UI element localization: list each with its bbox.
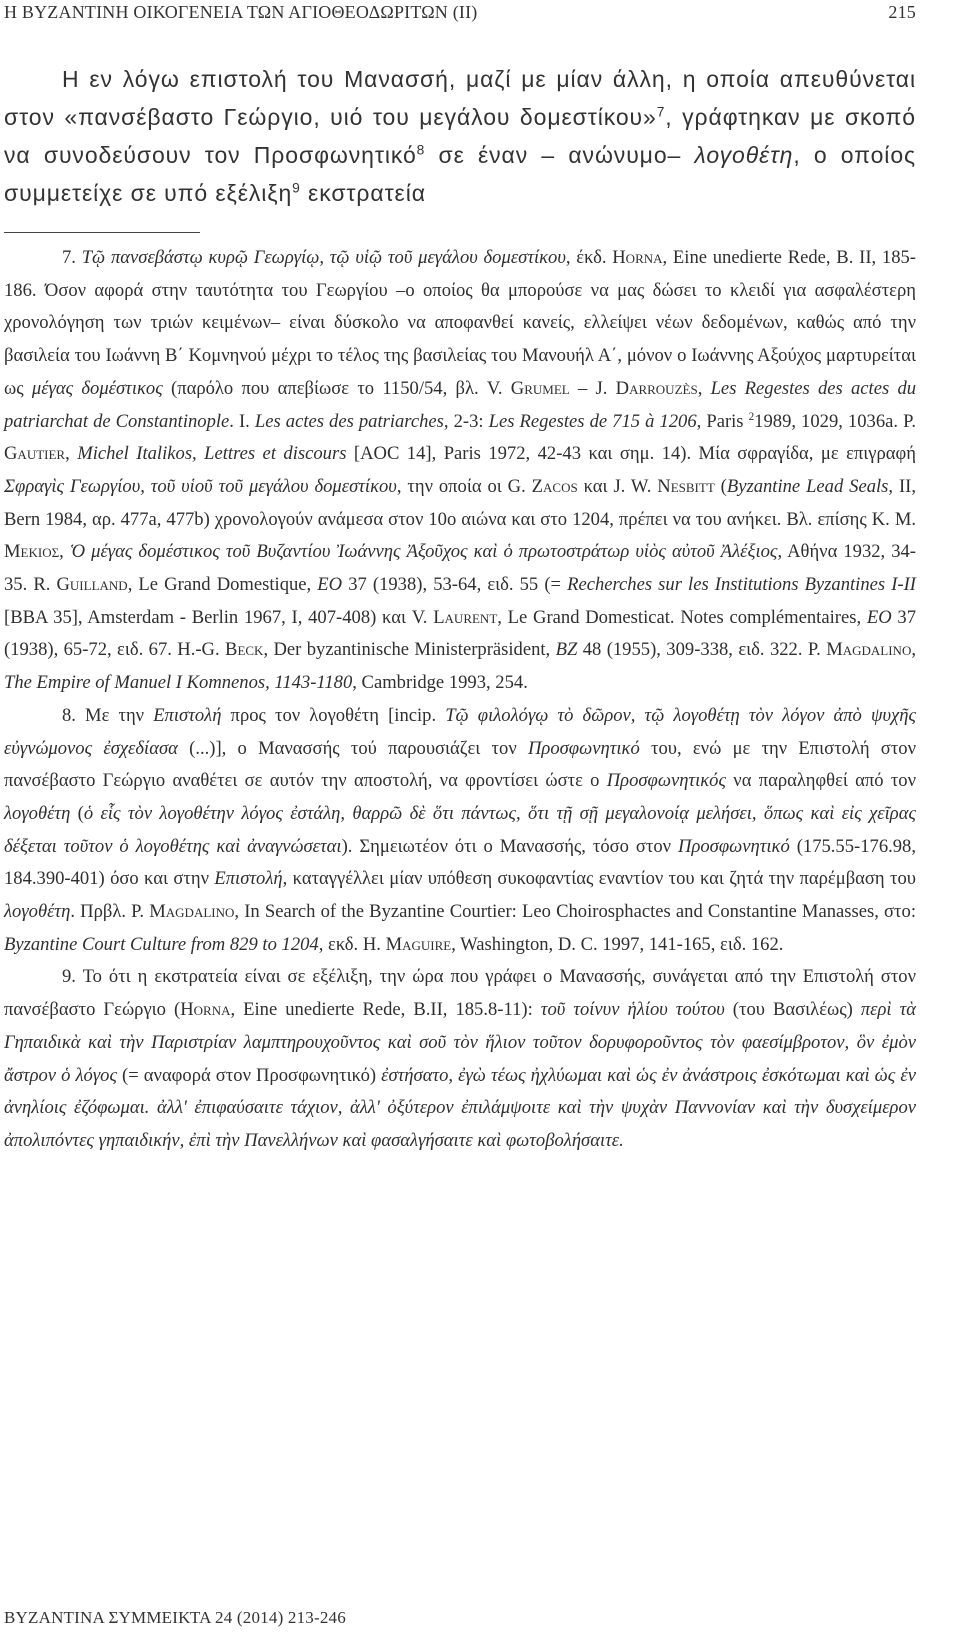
text-run-italic: The Empire of Manuel I Komnenos, 1143-1180	[4, 672, 353, 694]
footnote-ref-9[interactable]: 9	[292, 180, 301, 196]
author-name: Μεκιος	[4, 541, 60, 563]
text-run: 1989, 1029, 1036a. P.	[754, 410, 916, 432]
text-run: (του Βασιλέως)	[724, 999, 861, 1021]
text-run: ,	[697, 377, 711, 399]
text-run: (...)], ο Μανασσής τού παρουσιάζει τον	[177, 737, 528, 759]
text-run: , II, Bern 1984, αρ. 477a, 477b) χρονολογούν ανάμεσα στον 10ο αιώνα και στο 1204, πρέπει να του ανήκει. Βλ. επίσης Κ. Μ.	[4, 475, 916, 530]
text-run-italic: Προσφωνητικός	[606, 770, 727, 792]
author-name: Laurent	[433, 606, 498, 628]
text-run: 37 (1938), 65-72, ειδ. 67. H.-G.	[4, 606, 916, 661]
text-run: , In Search of the Byzantine Courtier: Leo Choirosphactes and Constantine Manasses, στο:	[234, 901, 916, 923]
edition-superscript: 2	[748, 410, 755, 423]
text-run: . I.	[229, 410, 255, 432]
author-name: Beck	[225, 639, 264, 661]
text-run: , Washington, D. C. 1997, 141-165, ειδ. 162.	[451, 933, 784, 955]
text-run: (175.55-176.98, 184.390-401) όσο και στην	[4, 835, 917, 890]
text-run: προς τον λογοθέτη [incip.	[221, 704, 446, 726]
text-run: , Le Grand Domesticat. Notes complémentaires,	[497, 606, 867, 628]
author-name: Grumel	[510, 377, 570, 399]
text-run-italic: Προσφωνητικό	[527, 737, 640, 759]
text-run: ,	[59, 541, 70, 563]
text-run: ,	[911, 639, 916, 661]
text-run: (= αναφορά στον Προσφωνητικό)	[117, 1064, 382, 1086]
text-run-italic: Byzantine Lead Seals	[726, 475, 889, 497]
running-footer: ΒΥΖΑΝΤΙΝΑ ΣΥΜΜΕΙΚΤΑ 24 (2014) 213-246	[4, 1608, 346, 1627]
footnote-ref-8[interactable]: 8	[416, 142, 426, 158]
text-run: Η εν λόγω επιστολή του Μανασσή, μαζί με μίαν άλλη, η οποία απευθύνεται στον «πανσέβαστο Γεώργιο, υιό του μεγάλου δομεστίκου»	[4, 66, 916, 130]
text-run: , καταγγέλλει μίαν υπόθεση συκοφαντίας εναντίον του και ζητά την παρέμβαση του	[282, 868, 916, 890]
text-run-italic: Τῷ πανσεβάστῳ κυρῷ Γεωργίῳ, τῷ υἱῷ τοῦ μεγάλου δομεστίκου	[81, 247, 566, 268]
text-run: 8. Με την	[62, 704, 154, 726]
paragraph	[4, 60, 916, 212]
text-run-italic: Σφραγὶς Γεωργίου, τοῦ υἱοῦ τοῦ μεγάλου δομεστίκου	[4, 475, 397, 497]
text-run: , έκδ.	[565, 247, 613, 268]
text-run-italic: ὁ εἷς τὸν λογοθέτην λόγος ἐστάλη, θαρρῶ δὲ ὅτι πάντως, ὅτι τῇ σῇ μεγαλονοίᾳ μελήσει, ὅπως καὶ εἰς χεῖρας δέξεται τοῦτον ὁ λογοθέτης καὶ ἀναγνώσεται	[4, 802, 917, 857]
author-name: Nesbitt	[657, 475, 715, 497]
footnote-7	[4, 242, 916, 700]
text-run-italic: Byzantine Court Culture from 829 to 1204	[4, 933, 319, 955]
author-name: Magdalino	[826, 639, 912, 661]
text-run: , Cambridge 1993, 254.	[352, 672, 528, 694]
main-text	[4, 60, 916, 212]
text-run: [AOC 14], Paris 1972, 42-43 και σημ. 14). Μία σφραγίδα, με επιγραφή	[346, 443, 916, 465]
text-run-italic: Les actes des patriarches	[254, 410, 444, 432]
text-run: , Paris	[696, 410, 749, 432]
text-run: του, ενώ με την Επιστολή στον πανσέβαστο Γεώργιο αναθέτει σε αυτόν την αποστολή, να φροντίσει ώστε ο	[4, 737, 916, 792]
text-run: να παραληφθεί από τον	[726, 770, 916, 792]
text-run: , 2-3:	[443, 410, 489, 432]
footnote-separator	[4, 232, 200, 233]
text-run-italic: ἐστήσατο, ἐγὼ τέως ἠχλύωμαι καὶ ὡς ἐν ἀνάστροις ἐσκότωμαι καὶ ὡς ἐν ἀνηλίοις ἐζόφωμαι. ἀλλ' ἐπιφαύσαιτε τάχιον, ἀλλ' ὀξύτερον ἐπιλάμψοιτε καὶ τὴν ψυχὰν Παννονίαν καὶ τὴν δυσχείμερον ἀπολιπόντες γηπαιδικήν, ἐπὶ τὴν Πανελλήνων καὶ φασαλγήσαιτε καὶ φωτοβολήσαιτε.	[4, 1064, 916, 1151]
running-header	[4, 2, 916, 32]
text-run: ). Σημειωτέον ότι ο Μανασσής, τόσο στον	[341, 835, 679, 857]
text-run-italic: περὶ τὰ Γηπαιδικὰ καὶ τὴν Παριστρίαν λαμπτηρουχοῦντος καὶ σοῦ τὸν ἥλιον τοῦτον δορυφοροῦντος τὸν φαεσίμβροτον, ὃν ἐμὸν ἄστρον ὁ λόγος	[4, 999, 917, 1086]
author-name: Gautier	[4, 443, 66, 465]
text-run-italic: Προσφωνητικό	[678, 835, 790, 857]
footnote-9	[4, 961, 916, 1157]
author-name: Horna	[612, 247, 663, 268]
text-run-italic: Les Regestes des actes du patriarchat de Constantinople	[4, 377, 917, 432]
text-run: σε έναν – ανώνυμο–	[425, 142, 695, 168]
text-run: , Eine unedierte Rede, B. II, 185-186. Όσον αφορά στην ταυτότητα του Γεωργίου –ο οποίος θα μπορούσε να μας δώσει το κλειδί για ασφαλέστερη χρονολόγηση των τριών κειμένων– είναι δύσκολο να αποφανθεί κανείς, ελλείψει νέων δεδομένων, καθώς από την βασιλεία του Ιωάννη Β΄ Κομνηνού μέχρι το τέλος της βασιλείας του Μανουήλ Α΄, μόνον ο Ιωάννης Αξούχος μαρτυρείται ως	[4, 247, 916, 399]
text-run: – J.	[569, 377, 616, 399]
text-run-italic: Επιστολή	[214, 868, 283, 890]
author-name: Darrouzès	[615, 377, 698, 399]
text-run-italic: EO	[317, 574, 343, 596]
text-run: ,	[65, 443, 78, 465]
running-title: Η ΒΥΖΑΝΤΙΝΗ ΟΙΚΟΓΕΝΕΙΑ ΤΩΝ ΑΓΙΟΘΕΟΔΩΡΙΤΩΝ (ΙΙ)	[4, 2, 478, 22]
text-run-italic: μέγας δομέστικος	[31, 377, 163, 399]
text-run-italic: BZ	[555, 639, 578, 661]
text-run: 37 (1938), 53-64, ειδ. 55 (=	[342, 574, 568, 596]
text-run: , την οποία οι G.	[396, 475, 532, 497]
text-run-italic: Michel Italikos, Lettres et discours	[77, 443, 347, 465]
text-run: , εκδ. H.	[318, 933, 386, 955]
footnote-8	[4, 700, 916, 962]
text-run: 9. Το ότι η εκστρατεία είναι σε εξέλιξη, την ώρα που γράφει ο Μανασσής, συνάγεται από την Επιστολή στον πανσέβαστο Γεώργιο (	[4, 966, 916, 1021]
text-run: , Eine unedierte Rede, B.II, 185.8-11):	[230, 999, 541, 1021]
author-name: Zacos	[531, 475, 578, 497]
text-run-italic: EO	[866, 606, 892, 628]
text-run: (	[714, 475, 727, 497]
text-run-italic: Τῷ φιλολόγῳ τὸ δῶρον, τῷ λογοθέτῃ τὸν λόγον ἀπὸ ψυχῆς εὐγνώμονος ἐσχεδίασα	[4, 704, 916, 759]
author-name: Maguire	[385, 933, 452, 955]
text-run-italic: λογοθέτη	[4, 901, 71, 923]
text-run: , Der byzantinische Ministerpräsident,	[263, 639, 556, 661]
text-run-italic: λογοθέτη	[694, 142, 794, 168]
text-run-italic: Les Regestes de 715 à 1206	[488, 410, 697, 432]
text-run: (	[70, 802, 84, 824]
author-name: Horna	[180, 999, 231, 1021]
text-run: 7.	[62, 247, 82, 268]
text-run: 48 (1955), 309-338, ειδ. 322. P.	[577, 639, 827, 661]
text-run: και J. W.	[577, 475, 658, 497]
text-run: . Πρβλ. P.	[70, 901, 150, 923]
text-run: εκστρατεία	[300, 180, 426, 206]
text-run-italic: Ὁ μέγας δομέστικος τοῦ Βυζαντίου Ἰωάννης Ἀξοῦχος καὶ ὁ πρωτοστράτωρ υἱὸς αὐτοῦ Ἀλέξιος	[69, 541, 778, 563]
footnotes	[4, 242, 916, 1158]
text-run: , ο οποίος συμμετείχε σε υπό εξέλιξη	[4, 142, 916, 206]
text-run: (παρόλο που απεβίωσε το 1150/54, βλ. V.	[162, 377, 511, 399]
text-run: , Αθήνα 1932, 34-35. R.	[4, 541, 917, 596]
author-name: Magdalino	[149, 901, 235, 923]
text-run: , γράφτηκαν με σκοπό να συνοδεύσουν τον Προσφωνητικό	[4, 104, 916, 168]
text-run-italic: Επιστολή	[153, 704, 222, 726]
author-name: Guilland	[56, 574, 128, 596]
text-run-italic: Recherches sur les Institutions Byzantines I-II	[567, 574, 916, 596]
page-number: 215	[888, 2, 916, 22]
text-run-italic: λογοθέτη	[4, 802, 71, 824]
footnote-ref-7[interactable]: 7	[656, 104, 666, 120]
text-run: , Le Grand Domestique,	[127, 574, 318, 596]
text-run: [BBA 35], Amsterdam - Berlin 1967, I, 407-408) και V.	[4, 606, 434, 628]
text-run-italic: τοῦ τοίνυν ἡλίου τούτου	[540, 999, 725, 1021]
